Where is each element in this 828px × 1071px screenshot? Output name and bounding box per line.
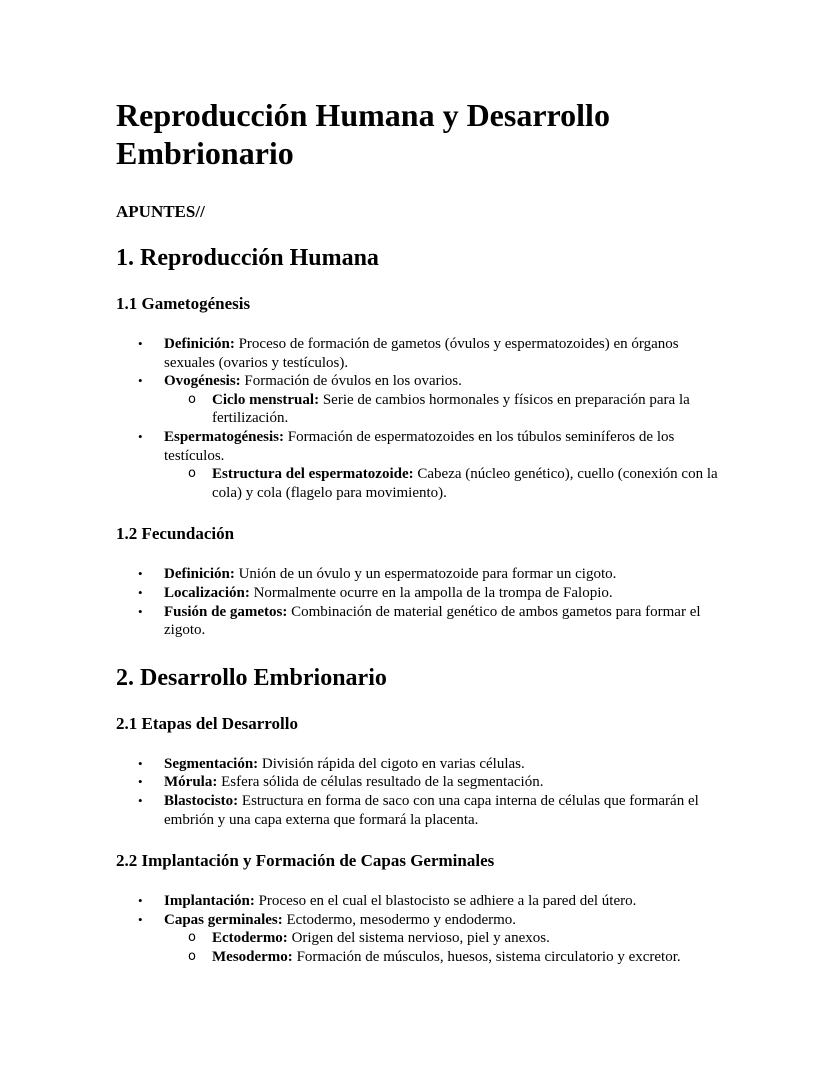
item-text: Formación de óvulos en los ovarios. [240, 373, 462, 390]
bullet-icon: • [138, 373, 143, 389]
bullet-list [116, 565, 718, 639]
item-text: División rápida del cigoto en varias células. [258, 755, 525, 772]
bullet-icon: • [138, 774, 143, 790]
item-text: Formación de espermatozoides en los túbulos seminíferos de los testículos. [164, 428, 675, 464]
item-term: Capas germinales: [164, 911, 283, 928]
subsection-heading: 2.2 Implantación y Formación de Capas Germinales [116, 851, 495, 871]
bullet-icon: • [138, 911, 143, 927]
item-text: Unión de un óvulo y un espermatozoide para formar un cigoto. [234, 566, 617, 583]
item-text: Proceso en el cual el blastocisto se adhiere a la pared del útero. [254, 893, 637, 910]
item-term: Fusión de gametos: [164, 603, 288, 620]
list-item [138, 603, 718, 640]
list-item [138, 755, 718, 774]
item-text: Estructura en forma de saco con una capa interna de células que formarán el embrión y una capa externa que formará la placenta. [164, 792, 699, 828]
bullet-list [116, 892, 718, 966]
item-text: Origen del sistema nervioso, piel y anexos. [287, 930, 550, 947]
bullet-icon: • [138, 566, 143, 582]
list-item [138, 892, 718, 911]
subsection-heading: 1.1 Gametogénesis [116, 294, 251, 313]
circle-bullet-icon: o [188, 930, 196, 946]
item-term: Ciclo menstrual: [212, 391, 320, 408]
sub-list-item [188, 948, 718, 967]
item-term: Localización: [164, 584, 250, 601]
bullet-icon: • [138, 755, 143, 771]
sub-list-item [188, 929, 718, 948]
document-title: Reproducción Humana y Desarrollo Embrionario [116, 97, 610, 171]
list-item [138, 911, 718, 967]
sub-list-item [188, 465, 718, 502]
sub-bullet-list [164, 929, 718, 966]
bullet-list [116, 755, 718, 829]
circle-bullet-icon: o [188, 391, 196, 407]
list-item [138, 428, 718, 502]
subsection-heading: 1.2 Fecundación [116, 524, 235, 544]
list-item [138, 792, 718, 829]
item-text: Ectodermo, mesodermo y endodermo. [282, 911, 517, 928]
subsection-heading: 2.1 Etapas del Desarrollo [116, 713, 298, 733]
list-item [138, 584, 718, 603]
item-text: Serie de cambios hormonales y físicos en preparación para la fertilización. [212, 391, 690, 427]
item-term: Estructura del espermatozoide: [212, 466, 414, 483]
item-text: Formación de músculos, huesos, sistema circulatorio y excretor. [292, 948, 681, 965]
sub-bullet-list [164, 465, 718, 502]
section-heading: 1. Reproducción Humana [116, 245, 379, 271]
item-term: Ectodermo: [212, 930, 288, 947]
item-text: Esfera sólida de células resultado de la segmentación. [217, 774, 544, 791]
circle-bullet-icon: o [188, 948, 196, 964]
bullet-list [116, 335, 718, 502]
item-text: Normalmente ocurre en la ampolla de la trompa de Falopio. [249, 584, 613, 601]
sub-list-item [188, 391, 718, 428]
circle-bullet-icon: o [188, 466, 196, 482]
item-text: Combinación de material genético de ambos gametos para formar el zigoto. [164, 603, 701, 639]
list-item [138, 335, 718, 372]
section-heading: 2. Desarrollo Embrionario [116, 664, 387, 691]
bullet-icon: • [138, 893, 143, 909]
bullet-icon: • [138, 584, 143, 600]
bullet-icon: • [138, 792, 143, 808]
bullet-icon: • [138, 428, 143, 444]
list-item [138, 773, 718, 792]
item-term: Mesodermo: [212, 948, 293, 965]
item-text: Cabeza (núcleo genético), cuello (conexión con la cola) y cola (flagelo para movimiento). [212, 466, 718, 501]
item-term: Ovogénesis: [164, 373, 241, 390]
item-term: Segmentación: [164, 755, 259, 772]
bullet-icon: • [138, 336, 143, 351]
item-term: Implantación: [164, 893, 255, 910]
list-item [138, 565, 718, 584]
sub-bullet-list [164, 391, 718, 428]
item-term: Espermatogénesis: [164, 428, 284, 445]
item-text: Proceso de formación de gametos (óvulos y espermatozoides) en órganos sexuales (ovarios y testículos). [164, 336, 679, 371]
item-term: Definición: [164, 566, 235, 583]
document-subtitle: APUNTES// [116, 202, 205, 221]
item-term: Blastocisto: [164, 792, 239, 809]
item-term: Definición: [164, 336, 235, 352]
list-item [138, 372, 718, 428]
bullet-icon: • [138, 603, 143, 619]
item-term: Mórula: [164, 774, 218, 791]
